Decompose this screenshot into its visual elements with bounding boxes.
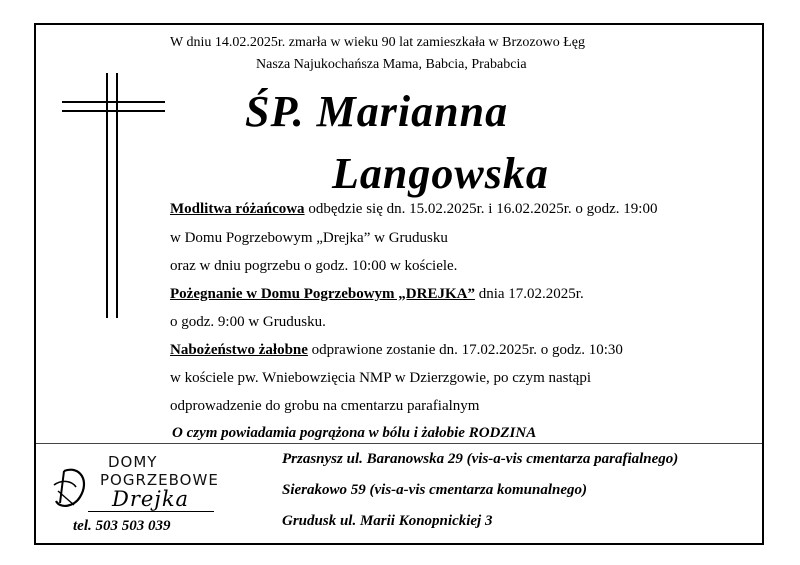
logo-monogram-icon — [50, 463, 92, 513]
cross-icon-bar — [62, 110, 165, 112]
rosary-line-3: oraz w dniu pogrzebu o godz. 10:00 w kościele. — [170, 258, 458, 274]
intro-line-1: W dniu 14.02.2025r. zmarła w wieku 90 lat zamieszkała w Brzozowo Łęg — [170, 35, 585, 50]
deceased-name-first: ŚP. Marianna — [245, 87, 509, 136]
funeral-home-logo — [44, 453, 220, 518]
rosary-text: odbędzie się dn. 15.02.2025r. i 16.02.2025r. o godz. 19:00 — [304, 201, 658, 217]
rosary-line-2: w Domu Pogrzebowym „Drejka” w Grudusku — [170, 230, 448, 246]
logo-text-pogrzebowe: POGRZEBOWE — [100, 471, 219, 489]
address-przasnysz: Przasnysz ul. Baranowska 29 (vis-a-vis cmentarza parafialnego) — [282, 451, 679, 467]
farewell-label: Pożegnanie w Domu Pogrzebowym „DREJKA” — [170, 286, 475, 302]
mass-text: odprawione zostanie dn. 17.02.2025r. o godz. 10:30 — [307, 342, 623, 358]
mass-label: Nabożeństwo żałobne — [170, 342, 308, 358]
divider — [36, 443, 762, 444]
logo-text-drejka: Drejka — [112, 487, 190, 511]
intro-line-2: Nasza Najukochańsza Mama, Babcia, Prababcia — [256, 57, 527, 72]
mass-line — [170, 342, 623, 359]
mass-line-2: w kościele pw. Wniebowzięcia NMP w Dzierzgowie, po czym nastąpi — [170, 370, 591, 386]
rosary-label: Modlitwa różańcowa — [170, 201, 305, 217]
farewell-text: dnia 17.02.2025r. — [474, 286, 584, 302]
cross-icon-bar — [62, 101, 165, 103]
address-grudusk: Grudusk ul. Marii Konopnickiej 3 — [282, 513, 493, 529]
logo-underline — [88, 511, 214, 512]
closing-line: O czym powiadamia pogrążona w bólu i żałobie RODZINA — [172, 425, 537, 441]
address-sierakowo: Sierakowo 59 (vis-a-vis cmentarza komunalnego) — [282, 482, 588, 498]
deceased-name-last: Langowska — [332, 149, 549, 198]
phone-number: tel. 503 503 039 — [73, 518, 171, 534]
farewell-line-2: o godz. 9:00 w Grudusku. — [170, 314, 326, 330]
rosary-line — [170, 201, 657, 218]
mass-line-3: odprowadzenie do grobu na cmentarzu parafialnym — [170, 398, 480, 414]
farewell-line — [170, 286, 584, 303]
logo-text-domy: DOMY — [108, 453, 158, 471]
